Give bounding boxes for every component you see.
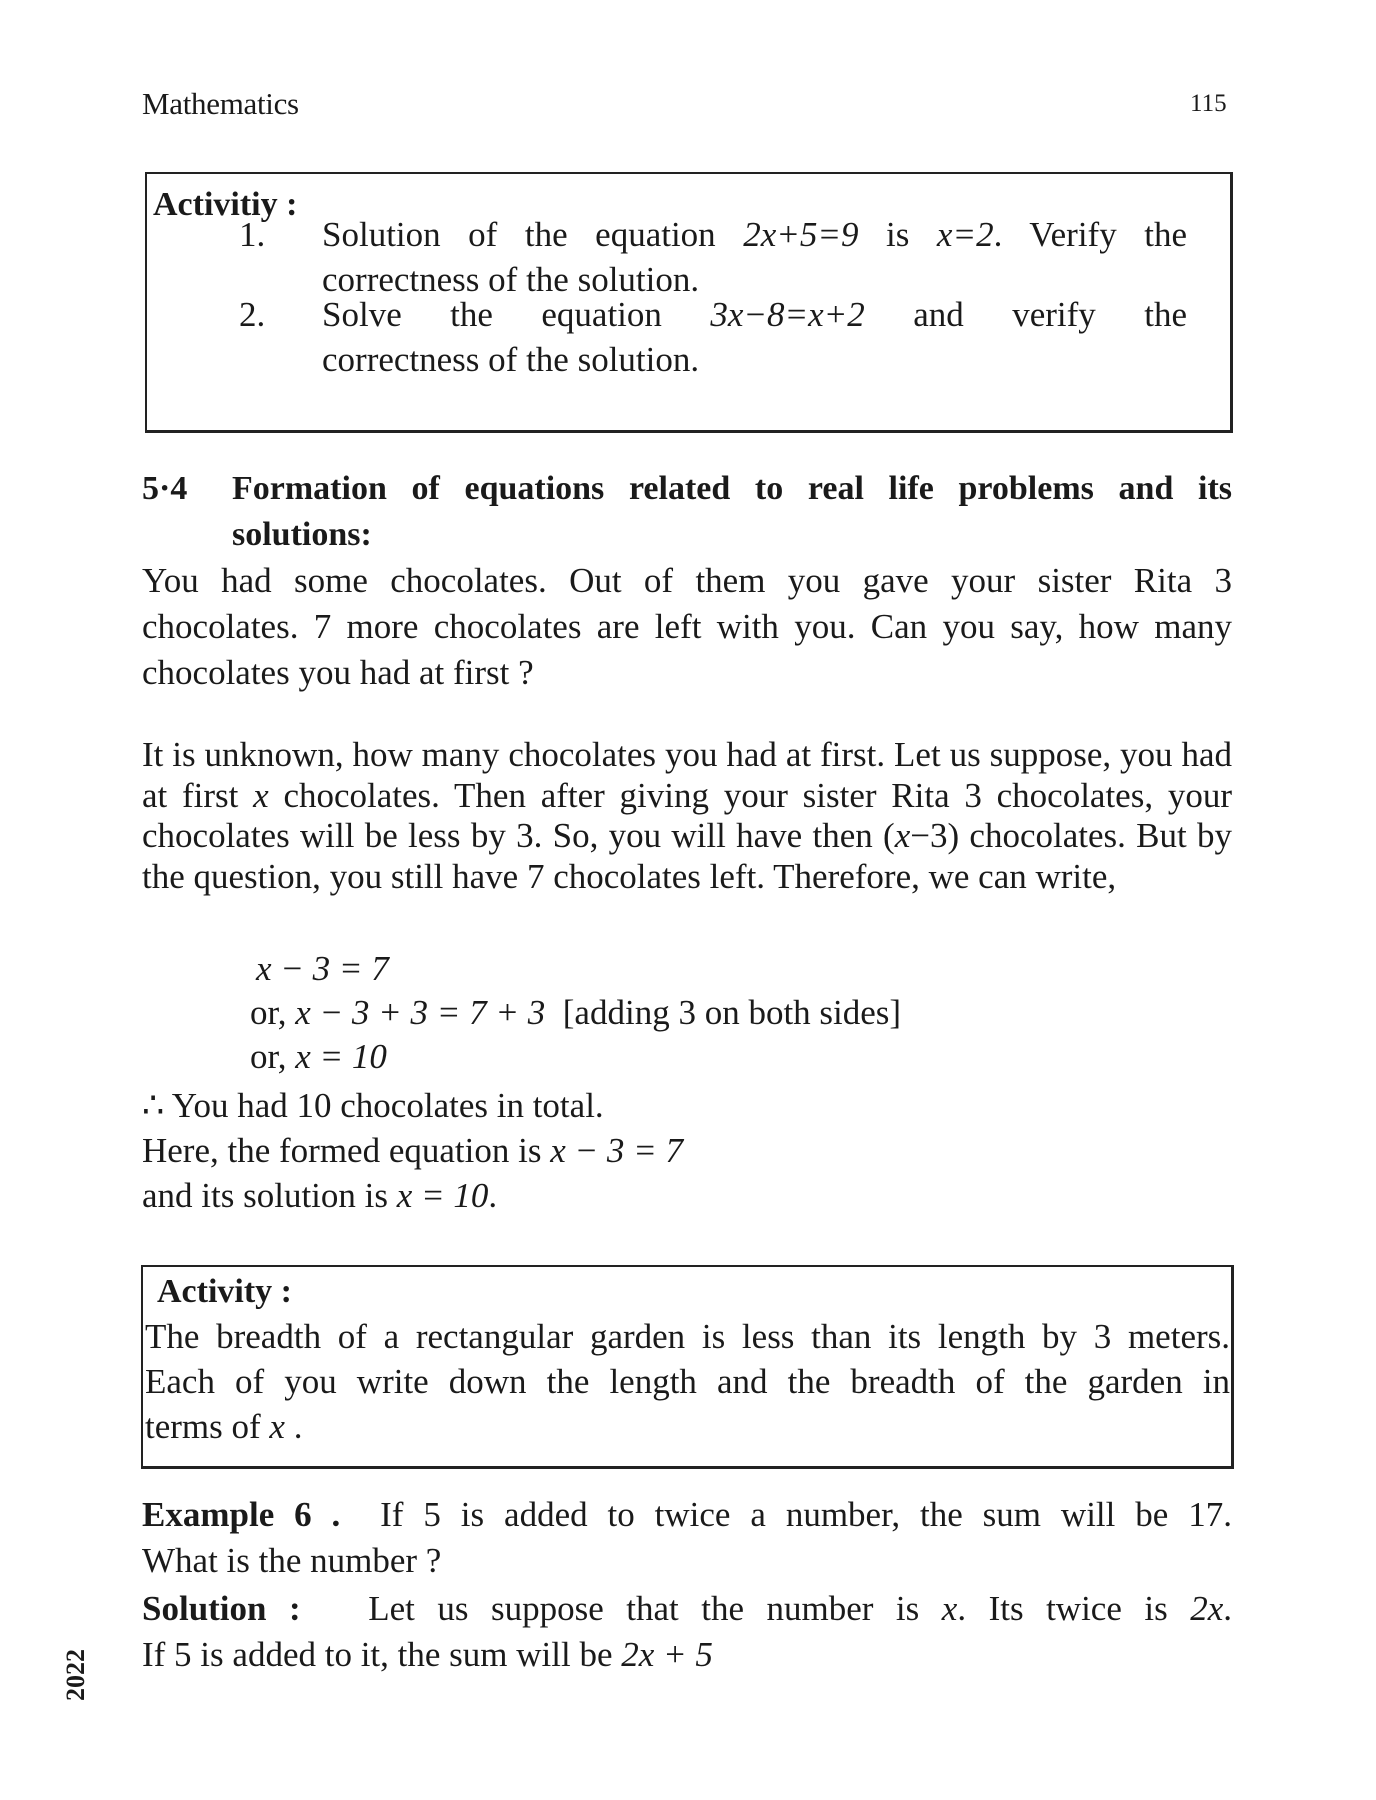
equation-steps bbox=[250, 947, 901, 1079]
solution-label: Solution : bbox=[142, 1589, 301, 1628]
equation: 2x bbox=[1190, 1589, 1224, 1628]
equation-line-2 bbox=[250, 991, 901, 1035]
activity-title: Activitiy : bbox=[153, 186, 298, 223]
variable: x bbox=[894, 816, 911, 855]
equation: x − 3 = 7 bbox=[256, 949, 389, 988]
running-title: Mathematics bbox=[142, 86, 299, 121]
item-text-line2: correctness of the solution. bbox=[322, 340, 700, 379]
equation: 3x−8=x+2 bbox=[710, 295, 865, 334]
equation-note: [adding 3 on both sides] bbox=[562, 993, 902, 1032]
activity-line-3 bbox=[145, 1404, 1230, 1449]
section-title: Formation of equations related to real life problems and its solutions: bbox=[232, 470, 1232, 553]
text-run: Here, the formed equation is bbox=[142, 1131, 551, 1170]
text-run: . Its twice is bbox=[957, 1589, 1191, 1628]
text-run: . bbox=[1223, 1589, 1233, 1628]
equation: x = 10 bbox=[396, 1176, 489, 1215]
text-run: . bbox=[488, 1176, 498, 1215]
equation: 2x + 5 bbox=[621, 1635, 713, 1674]
solution-line bbox=[142, 1173, 683, 1218]
variable: x bbox=[253, 775, 269, 815]
item-number: 1. bbox=[239, 215, 266, 254]
text-run: −3) chocolates. But by the question, you still have 7 chocolates left. Therefore, we can write, bbox=[142, 816, 1232, 896]
section-number: 5·4 bbox=[142, 470, 188, 507]
item-text-part: and verify the bbox=[864, 295, 1187, 334]
item-text bbox=[322, 212, 1187, 302]
example-line-1 bbox=[142, 1492, 1232, 1538]
equation: x − 3 = 7 bbox=[550, 1131, 683, 1170]
equation: x − 3 + 3 = 7 + 3 bbox=[295, 993, 546, 1032]
equation-prefix: or, bbox=[250, 1037, 296, 1076]
item-text bbox=[322, 292, 1187, 382]
text-run: It is unknown, how many chocolates you had at first. Let us suppose, you had at first bbox=[142, 735, 1232, 815]
conclusion bbox=[142, 1083, 683, 1218]
item-number: 2. bbox=[239, 295, 266, 334]
item-text-part: Solution of the equation bbox=[322, 215, 744, 254]
formed-equation-line bbox=[142, 1128, 683, 1173]
side-year-label: 2022 bbox=[61, 1649, 90, 1701]
variable: x bbox=[269, 1407, 285, 1446]
activity-title: Activity : bbox=[157, 1273, 293, 1310]
example-line-2: What is the number ? bbox=[142, 1541, 442, 1580]
example-6 bbox=[142, 1492, 1232, 1678]
intro-paragraph: You had some chocolates. Out of them you gave your sister Rita 3 chocolates. 7 more chocolates are left with you. Can you say, how many chocolates you had at first ? bbox=[142, 561, 1232, 692]
solution-line-1 bbox=[142, 1586, 1232, 1632]
equation-line-3 bbox=[250, 1035, 901, 1079]
activity-line-2: Each of you write down the length and the breadth of the garden in bbox=[145, 1362, 1230, 1401]
solution-line-2 bbox=[142, 1632, 1232, 1678]
item-text-part: is bbox=[858, 215, 937, 254]
example-label: Example 6 . bbox=[142, 1495, 341, 1534]
equation: 2x+5=9 bbox=[743, 215, 859, 254]
variable: x bbox=[941, 1589, 958, 1628]
activity-line-1: The breadth of a rectangular garden is less than its length by 3 meters. bbox=[145, 1317, 1230, 1356]
text-run: terms of bbox=[145, 1407, 270, 1446]
explanation-paragraph bbox=[142, 735, 1232, 897]
equation-prefix: or, bbox=[250, 993, 296, 1032]
page-number: 115 bbox=[1190, 90, 1227, 117]
example-question: If 5 is added to twice a number, the sum will be 17. bbox=[380, 1495, 1232, 1534]
equation-line-1 bbox=[250, 947, 901, 991]
activity-text bbox=[145, 1314, 1230, 1449]
item-text-part: Solve the equation bbox=[322, 295, 711, 334]
activity-box-1 bbox=[145, 172, 1233, 433]
text-run: chocolates. Then after giving your sister Rita 3 chocolates, your chocolates will be less by 3. So, you will have then ( bbox=[142, 775, 1232, 855]
text-run: and its solution is bbox=[142, 1176, 397, 1215]
equation: x=2 bbox=[936, 215, 994, 254]
text-run: . bbox=[284, 1407, 303, 1446]
item-text-line2: correctness of the solution. bbox=[322, 260, 700, 299]
text-run: If 5 is added to it, the sum will be bbox=[142, 1635, 622, 1674]
equation: x = 10 bbox=[295, 1037, 387, 1076]
activity-box-2 bbox=[141, 1265, 1234, 1469]
item-text-part: . Verify the bbox=[993, 215, 1187, 254]
therefore-line: ∴ You had 10 chocolates in total. bbox=[142, 1086, 604, 1125]
text-run: Let us suppose that the number is bbox=[368, 1589, 942, 1628]
